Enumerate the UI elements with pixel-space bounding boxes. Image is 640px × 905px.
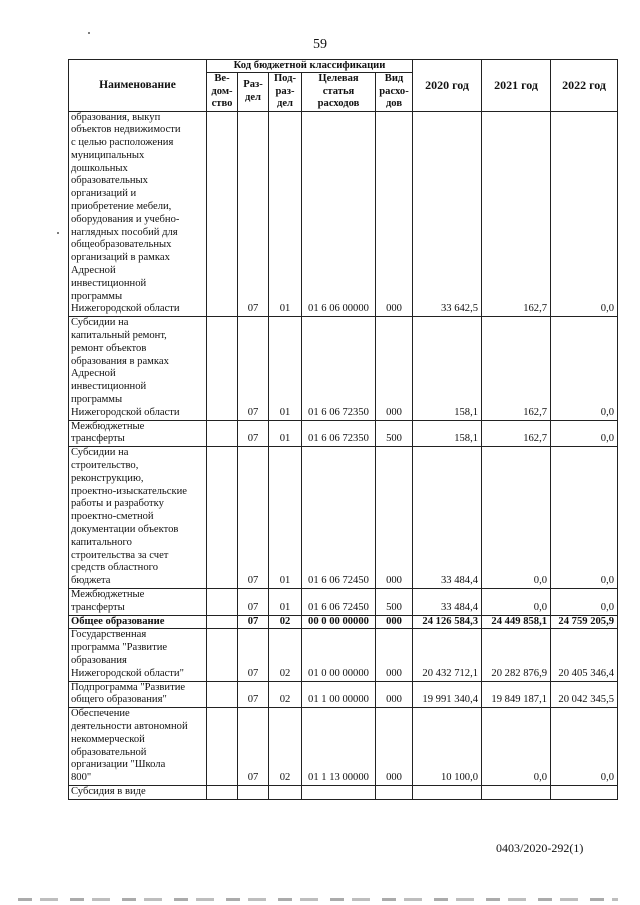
table-row — [69, 111, 618, 317]
cell-y2022: 20 405 346,4 — [551, 629, 618, 681]
cell-y2022: 20 042 345,5 — [551, 681, 618, 708]
cell-podrazdel: 02 — [269, 629, 302, 681]
cell-y2020: 33 642,5 — [413, 111, 482, 317]
cell-y2022: 0,0 — [551, 420, 618, 447]
cell-razdel: 07 — [238, 111, 269, 317]
cell-y2020: 10 100,0 — [413, 708, 482, 786]
cell-cs: 01 6 06 72350 — [302, 420, 376, 447]
row-name: Государственная программа "Развитие образования Нижегородской области" — [69, 629, 207, 681]
table-row — [69, 708, 618, 786]
row-name: Подпрограмма "Развитие общего образования" — [69, 681, 207, 708]
column-header-vr: Вид расхо- дов — [376, 73, 413, 112]
column-header-razdel: Раз- дел — [238, 73, 269, 112]
cell-podrazdel: 02 — [269, 708, 302, 786]
scan-speck — [88, 32, 90, 34]
document-code: 0403/2020-292(1) — [496, 841, 584, 855]
cell-y2021: 20 282 876,9 — [482, 629, 551, 681]
cell-podrazdel: 01 — [269, 317, 302, 420]
cell-podrazdel: 02 — [269, 615, 302, 629]
cell-y2022: 0,0 — [551, 317, 618, 420]
cell-y2020: 24 126 584,3 — [413, 615, 482, 629]
cell-razdel: 07 — [238, 588, 269, 615]
cell-cs: 01 1 13 00000 — [302, 708, 376, 786]
cell-vr: 000 — [376, 111, 413, 317]
column-header-ved: Ве- дом- ство — [207, 73, 238, 112]
cell-razdel: 07 — [238, 447, 269, 589]
page-number: 59 — [313, 37, 327, 52]
cell-vr — [376, 785, 413, 799]
row-name: Субсидии на капитальный ремонт, ремонт объектов образования в рамках Адресной инвестиционной программы Нижегородской области — [69, 317, 207, 420]
cell-razdel — [238, 785, 269, 799]
cell-ved — [207, 615, 238, 629]
table-row — [69, 615, 618, 629]
cell-y2022: 0,0 — [551, 111, 618, 317]
scan-edge-noise — [18, 898, 618, 901]
cell-y2022: 24 759 205,9 — [551, 615, 618, 629]
cell-y2020: 20 432 712,1 — [413, 629, 482, 681]
row-name: Субсидии на строительство, реконструкцию, проектно-изыскательские работы и разработку проектно-сметной документации объектов капитального строительства за счет средств областного бюджета — [69, 447, 207, 589]
row-name: образования, выкуп объектов недвижимости с целью расположения муниципальных дошкольных образовательных организаций и приобретение мебели, оборудования и учебно- наглядных пособий для общеобразовательных организаций в рамках Адресной инвестиционной программы Нижегородской области — [69, 111, 207, 317]
cell-cs — [302, 785, 376, 799]
cell-podrazdel: 01 — [269, 111, 302, 317]
column-group-header: Код бюджетной классификации — [207, 60, 413, 73]
cell-vr: 500 — [376, 588, 413, 615]
cell-y2020: 19 991 340,4 — [413, 681, 482, 708]
cell-vr: 000 — [376, 629, 413, 681]
cell-vr: 000 — [376, 615, 413, 629]
cell-y2020: 33 484,4 — [413, 447, 482, 589]
cell-y2021 — [482, 785, 551, 799]
column-header-2020: 2020 год — [413, 60, 482, 112]
cell-razdel: 07 — [238, 629, 269, 681]
cell-podrazdel: 01 — [269, 420, 302, 447]
cell-vr: 000 — [376, 317, 413, 420]
table-row — [69, 785, 618, 799]
cell-ved — [207, 420, 238, 447]
cell-cs: 01 6 06 72350 — [302, 317, 376, 420]
table-row — [69, 317, 618, 420]
cell-y2021: 19 849 187,1 — [482, 681, 551, 708]
cell-podrazdel — [269, 785, 302, 799]
cell-cs: 01 6 06 72450 — [302, 447, 376, 589]
cell-vr: 000 — [376, 708, 413, 786]
column-header-cs: Целевая статья расходов — [302, 73, 376, 112]
cell-cs: 00 0 00 00000 — [302, 615, 376, 629]
cell-y2022 — [551, 785, 618, 799]
cell-y2020: 158,1 — [413, 420, 482, 447]
column-header-name: Наименование — [69, 60, 207, 112]
cell-y2021: 0,0 — [482, 588, 551, 615]
row-name: Субсидия в виде — [69, 785, 207, 799]
column-header-podrazdel: Под- раз- дел — [269, 73, 302, 112]
table-row — [69, 447, 618, 589]
cell-y2022: 0,0 — [551, 588, 618, 615]
cell-y2021: 0,0 — [482, 447, 551, 589]
cell-ved — [207, 681, 238, 708]
column-header-2022: 2022 год — [551, 60, 618, 112]
cell-ved — [207, 708, 238, 786]
cell-podrazdel: 02 — [269, 681, 302, 708]
cell-cs: 01 0 00 00000 — [302, 629, 376, 681]
cell-ved — [207, 447, 238, 589]
cell-razdel: 07 — [238, 615, 269, 629]
column-header-2021: 2021 год — [482, 60, 551, 112]
cell-podrazdel: 01 — [269, 588, 302, 615]
cell-y2021: 162,7 — [482, 420, 551, 447]
cell-y2021: 0,0 — [482, 708, 551, 786]
table-row — [69, 681, 618, 708]
cell-vr: 500 — [376, 420, 413, 447]
row-name: Межбюджетные трансферты — [69, 588, 207, 615]
row-name: Обеспечение деятельности автономной некоммерческой образовательной организации "Школа 800" — [69, 708, 207, 786]
table-row — [69, 420, 618, 447]
cell-y2022: 0,0 — [551, 708, 618, 786]
cell-y2020: 158,1 — [413, 317, 482, 420]
cell-ved — [207, 111, 238, 317]
table-row — [69, 629, 618, 681]
cell-ved — [207, 785, 238, 799]
cell-ved — [207, 588, 238, 615]
cell-cs: 01 6 06 72450 — [302, 588, 376, 615]
cell-y2022: 0,0 — [551, 447, 618, 589]
cell-y2021: 24 449 858,1 — [482, 615, 551, 629]
cell-y2021: 162,7 — [482, 317, 551, 420]
cell-razdel: 07 — [238, 681, 269, 708]
budget-table — [68, 59, 618, 800]
row-name: Общее образование — [69, 615, 207, 629]
cell-razdel: 07 — [238, 420, 269, 447]
scan-speck — [57, 232, 59, 234]
cell-y2020 — [413, 785, 482, 799]
row-name: Межбюджетные трансферты — [69, 420, 207, 447]
cell-y2021: 162,7 — [482, 111, 551, 317]
cell-ved — [207, 317, 238, 420]
cell-cs: 01 6 06 00000 — [302, 111, 376, 317]
cell-ved — [207, 629, 238, 681]
cell-vr: 000 — [376, 681, 413, 708]
cell-cs: 01 1 00 00000 — [302, 681, 376, 708]
cell-vr: 000 — [376, 447, 413, 589]
table-row — [69, 588, 618, 615]
cell-y2020: 33 484,4 — [413, 588, 482, 615]
cell-podrazdel: 01 — [269, 447, 302, 589]
cell-razdel: 07 — [238, 708, 269, 786]
cell-razdel: 07 — [238, 317, 269, 420]
